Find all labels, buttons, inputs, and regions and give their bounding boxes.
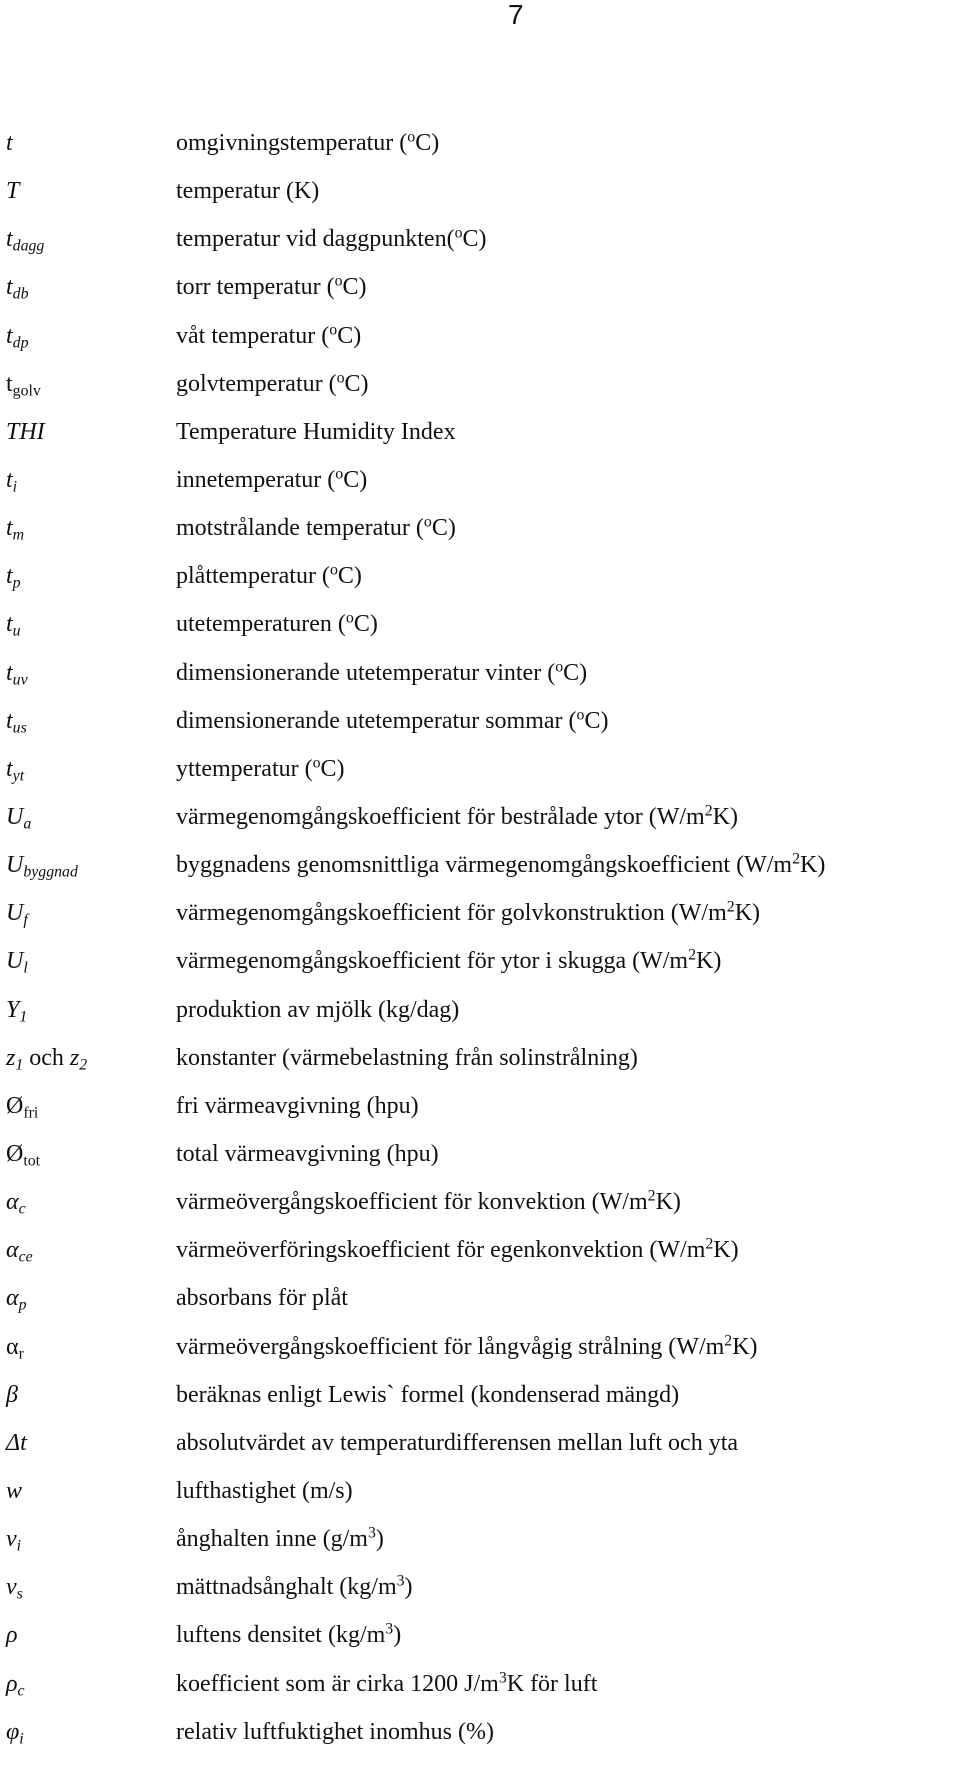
symbol-description: värmeövergångskoefficient för långvågig strålning $(W/m^2K)$ <box>176 1331 758 1360</box>
symbol-description: temperatur (K) <box>176 178 320 205</box>
symbol-row <box>6 658 956 706</box>
symbol-row <box>6 561 956 609</box>
symbol-description: produktion av mjölk (kg/dag) <box>176 996 460 1023</box>
symbol-row <box>6 513 956 561</box>
symbol-description: Temperature Humidity Index <box>176 418 456 445</box>
symbol: $U_f$ <box>6 900 28 929</box>
symbol-list <box>6 128 956 1765</box>
symbol: $t_p$ <box>6 563 21 592</box>
symbol-row <box>6 850 956 898</box>
symbol-row <box>6 1380 956 1428</box>
symbol-row <box>6 995 956 1043</box>
symbol: $t_{golv}$ <box>6 370 41 400</box>
symbol-row <box>6 609 956 657</box>
symbol-description: värmeöverföringskoefficient för egenkonvektion $(W/m^2K)$ <box>176 1235 739 1264</box>
symbol-description: omgivningstemperatur ($^o$C) <box>176 128 440 156</box>
symbol-description: våt temperatur ($^o$C) <box>176 320 362 349</box>
symbol: Δt <box>6 1429 27 1456</box>
symbol-row <box>6 1043 956 1091</box>
symbol-row <box>6 1428 956 1476</box>
symbol-description: total värmeavgivning (hpu) <box>176 1140 439 1167</box>
symbol-description: lufthastighet (m/s) <box>176 1477 353 1504</box>
symbol: $t_m$ <box>6 515 25 544</box>
symbol: $\alpha_r$ <box>6 1333 24 1362</box>
symbol: $t_{db}$ <box>6 274 29 303</box>
symbol-row <box>6 1235 956 1283</box>
symbol-row <box>6 369 956 417</box>
symbol-row <box>6 417 956 465</box>
symbol: T <box>6 178 20 205</box>
symbol-description: värmegenomgångskoefficient för bestrålade ytor $(W/m^2K)$ <box>176 802 738 830</box>
symbol-row <box>6 1332 956 1380</box>
symbol-description: värmeövergångskoefficient för konvektion $(W/m^2K)$ <box>176 1187 681 1216</box>
symbol-description: luftens densitet $(kg/m^3)$ <box>176 1620 402 1649</box>
symbol-row <box>6 754 956 802</box>
symbol-row <box>6 1620 956 1668</box>
symbol: $\varphi_i$ <box>6 1718 24 1748</box>
symbol-row <box>6 1283 956 1331</box>
symbol-description: koefficient som är cirka 1200 $J/m^3K$ för luft <box>176 1668 598 1697</box>
symbol-row <box>6 706 956 754</box>
symbol: $t_i$ <box>6 466 18 496</box>
symbol-row <box>6 176 956 224</box>
symbol-row <box>6 1187 956 1235</box>
symbol: $t_{dp}$ <box>6 322 29 351</box>
symbol-description: absolutvärdet av temperaturdifferensen mellan luft och yta <box>176 1429 739 1456</box>
symbol: $t_{uv}$ <box>6 659 28 688</box>
symbol: $\nu_s$ <box>6 1574 23 1603</box>
symbol: $\rho_c$ <box>6 1670 25 1699</box>
symbol: w <box>6 1477 23 1504</box>
symbol-description: motstrålande temperatur ($^o$C) <box>176 513 456 542</box>
symbol-row <box>6 946 956 994</box>
symbol-description: absorbans för plåt <box>176 1285 348 1312</box>
symbol-description: relativ luftfuktighet inomhus (%) <box>176 1718 494 1745</box>
symbol: $t_u$ <box>6 611 21 640</box>
symbol-row <box>6 1572 956 1620</box>
symbol: $z_1$ och $z_2$ <box>6 1044 88 1074</box>
symbol-row <box>6 802 956 850</box>
symbol-description: innetemperatur ($^o$C) <box>176 465 368 493</box>
symbol-row <box>6 1669 956 1717</box>
symbol: $t_{dagg}$ <box>6 226 45 255</box>
symbol-description: beräknas enligt Lewis` formel (kondenserad mängd) <box>176 1381 680 1408</box>
symbol-description: utetemperaturen ($^o$C) <box>176 609 378 638</box>
symbol: $Y_1$ <box>6 996 28 1025</box>
symbol-row <box>6 224 956 272</box>
symbol: $U_l$ <box>6 948 28 977</box>
symbol-description: plåttemperatur ($^o$C) <box>176 561 362 590</box>
symbol-row <box>6 272 956 320</box>
symbol: THI <box>6 418 45 445</box>
symbol: ρ <box>6 1622 18 1649</box>
symbol-description: dimensionerande utetemperatur sommar ($^o$C) <box>176 705 609 734</box>
symbol: $U_a$ <box>6 803 32 833</box>
symbol-description: byggnadens genomsnittliga värmegenomgångskoefficient $(W/m^2K)$ <box>176 850 826 879</box>
symbol-row <box>6 465 956 513</box>
symbol-description: ånghalten inne $(g/m^3)$ <box>176 1524 384 1553</box>
symbol-row <box>6 898 956 946</box>
symbol-row <box>6 128 956 176</box>
symbol: $t_{us}$ <box>6 707 27 737</box>
symbol: t <box>6 130 13 156</box>
symbol: $\alpha_{ce}$ <box>6 1237 33 1266</box>
symbol-description: torr temperatur ($^o$C) <box>176 272 367 301</box>
symbol-description: golvtemperatur ($^o$C) <box>176 369 369 397</box>
symbol: $Ø_{tot}$ <box>6 1140 41 1170</box>
symbol-row <box>6 1091 956 1139</box>
symbol: $U_{byggnad}$ <box>6 852 78 881</box>
symbol-row <box>6 1717 956 1765</box>
symbol-description: dimensionerande utetemperatur vinter ($^o$C) <box>176 657 588 686</box>
page-number: 7 <box>508 0 524 30</box>
symbol-description: värmegenomgångskoefficient för golvkonstruktion $(W/m^2K)$ <box>176 898 761 927</box>
symbol: $\alpha_c$ <box>6 1189 26 1218</box>
symbol-description: yttemperatur ($^o$C) <box>176 754 345 782</box>
symbol-description: mättnadsånghalt $(kg/m^3)$ <box>176 1572 413 1601</box>
symbol: $\alpha_p$ <box>6 1285 27 1314</box>
symbol: β <box>6 1381 18 1408</box>
symbol-description: fri värmeavgivning (hpu) <box>176 1092 419 1119</box>
symbol-row <box>6 1476 956 1524</box>
symbol-description: konstanter (värmebelastning från solinstrålning) <box>176 1044 638 1071</box>
symbol: $\nu_i$ <box>6 1526 22 1555</box>
symbol-description: temperatur vid daggpunkten($^o$C) <box>176 224 487 253</box>
symbol: $Ø_{fri}$ <box>6 1092 39 1122</box>
symbol-description: värmegenomgångskoefficient för ytor i skugga $(W/m^2K)$ <box>176 946 722 975</box>
symbol-row <box>6 321 956 369</box>
symbol: $t_{yt}$ <box>6 755 25 785</box>
symbol-row <box>6 1139 956 1187</box>
symbol-row <box>6 1524 956 1572</box>
